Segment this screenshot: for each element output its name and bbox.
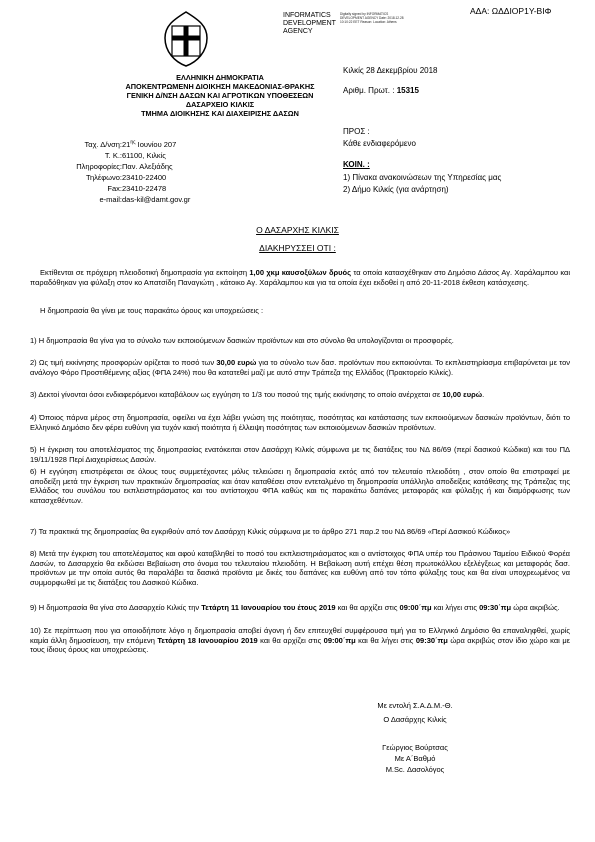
info-value: Παν. Αλεξιάδης [122,162,173,171]
greek-emblem-icon [155,8,217,70]
fax-label: Fax: [107,184,122,193]
protocol-value: 15315 [396,86,419,95]
signature-name: Γεώργιος Βούρτσας [382,743,448,752]
tk-label: Τ. Κ.: [104,151,122,160]
stamp-line: INFORMATICS [283,12,331,19]
terms-intro: Η δημοπρασία θα γίνει με τους παρακάτω όρους και υποχρεώσεις : [40,306,264,315]
cc-label: ΚΟΙΝ. : [343,160,370,169]
tk-value: 61100, Κιλκίς [122,151,166,160]
digital-signature-stamp [283,12,336,36]
term-4: 4) Όποιος πάρνα μέρος στη δημοπρασία, οφείλει να έχει λάβει γνώση της ποιότητας, ποσότητας και κατάστασης των εκποιούμενων δασικών προϊόντων, διότι το Ελληνικό Δημόσιο δεν φέρει ευθύνη για τυχόν κακή ποιότητα ή έλλειψη ποσότητας των εκποιούμενων δασικών προϊόντων. [30,413,570,432]
header-line: ΕΛΛΗΝΙΚΗ ΔΗΜΟΚΡΑΤΙΑ [176,73,264,82]
stamp-line: AGENCY [283,28,313,35]
title-diakiryssei: ΔΙΑΚΗΡΥΣΣΕΙ ΟΤΙ : [259,243,336,253]
to-label: ΠΡΟΣ : [343,127,370,136]
email-label: e-mail: [99,195,122,204]
protocol-number [343,86,419,96]
header-line: ΤΜΗΜΑ ΔΙΟΙΚΗΣΗΣ ΚΑΙ ΔΙΑΧΕΙΡΙΣΗΣ ΔΑΣΩΝ [141,109,299,118]
term-3: 3) Δεκτοί γίνονται όσοι ενδιαφερόμενοι καταβάλουν ως εγγύηση το 1/3 του ποσού της τιμής εκκίνησης το οποίο ανέρχεται σε 10,00 ευρώ. [30,390,485,399]
term-8: 8) Μετά την έγκριση του αποτελέσματος και αφού καταβληθεί το ποσό του εκπλειστηριάσματος και ο αντίστοιχος ΦΠΑ υπέρ του Πράσινου Ταμείου Ειδικού Φορέα Δασών, το Δασαρχείο θα εκδώσει Βεβαίωση στο όνομα του τελευταίου πλειοδότη. Η Βεβαίωση αυτή επέχει θέση πρωτοκόλλου εξελέγξεως και μεταφοράς δασ. προϊόντων με την οποία αυτός θα παραλάβει τα δασικά προϊόντα με δικές του δαπάνες και ευθύνη από τον τόπο φύλαξης τους και θα είναι υποχρεωμένος να συμμορφωθεί με τις διατάξεις του Δασικού Κώδικα. [30,549,570,587]
stamp-details: Digitally signed by INFORMATICS DEVELOPMENT AGENCY Date: 2018.12.28 10:10:22 EET Reason: Location: Athens [340,12,404,24]
email-value: das-kil@damt.gov.gr [122,195,191,204]
cc-item: 1) Πίνακα ανακοινώσεων της Υπηρεσίας μας [343,173,502,182]
term-5: 5) Η έγκριση του αποτελέσματος της δημοπρασίας ενατόκειται στον Δασάρχη Κιλκίς σύμφωνα με τις διατάξεις του ΝΔ 86/69 (περί δασικού Κώδικα) και του ΠΔ 19/11/1928 Περί Διαχειρίσεως Δασών. [30,445,570,464]
ada-code: ΑΔΑ: ΩΔΔΙΟΡ1Υ-ΒΙΦ [470,6,552,16]
header-line: ΓΕΝΙΚΗ Δ/ΝΣΗ ΔΑΣΩΝ ΚΑΙ ΑΓΡΟΤΙΚΩΝ ΥΠΟΘΕΣΕΩΝ [126,91,314,100]
phone-value: 23410-22400 [122,173,167,182]
signature-rank: Με Α΄Βαθμό [394,754,436,763]
term-1: 1) Η δημοπρασία θα γίνα για το σύνολο των εκποιούμενων δασικών προϊόντων και στο σύνολο θα υπολογίζονται οι προσφορές. [30,336,454,345]
intro-paragraph: Εκτίθενται σε πρόχειρη πλειοδοτική δημοπρασία για εκποίηση 1,00 χκμ καυσοξύλων δρυός τα οποία κατασχέθηκαν στο Δημόσιο Δάσος Αγ. Χαράλαμπου και παραδόθηκαν για φύλαξη στον κο Απατσίδη Παναγιώτη , κάτοικο Αγ. Χαράλαμπου και για τα οποία έχει εκδοθεί η από 20-11-2018 έκθεση κατάσχεσης. [30,268,571,287]
term-9: 9) Η δημοπρασία θα γίνα στο Δασαρχείο Κιλκίς την Τετάρτη 11 Ιανουαρίου του έτους 2019 και θα αρχίζει στις 09:00΄πμ και λήγει στις 09:30΄πμ ώρα ακριβώς. [30,603,560,612]
title-dasarchis: Ο ΔΑΣΑΡΧΗΣ ΚΙΛΚΙΣ [256,225,339,235]
fax-value: 23410-22478 [122,184,167,193]
stamp-line: DEVELOPMENT [283,20,336,27]
term-10: 10) Σε περίπτωση που για οποιοδήποτε λόγο η δημοπρασία αποβεί άγονη ή δεν επιτευχθεί συμφέρουσα τιμή για το Ελληνικό Δημόσιο θα επαναληφθεί, χωρίς καμία άλλη δημοσίευση, την επόμενη Τετάρτη 18 Ιανουαρίου 2019 και θα αρχίζει στις 09:00΄πμ και θα λήγει στις 09:30΄πμ ώρα ακριβώς στον ίδιο χώρο και με τους ίδιους όρους και υποχρεώσεις. [30,626,570,655]
protocol-label: Αριθμ. Πρωτ. : [343,86,395,95]
term-6: 6) Η εγγύηση επιστρέφεται σε όλους τους συμμετέχοντες μόλις τελειώσει η δημοπρασία εκτός από τον τελευταίο πλειοδότη , στον οποίο θα επιστραφεί με αποδείξη μετά την έγκριση των πρακτικών δημοπρασίας και όταν καταθέσει στον εντεταλμένο τη δημοπρασία υπάλληλο αποδείξεις κατάθεσης της Τράπεζας της Ελλάδος του συνόλου του εκπλειστηράσματος και του αντίστοιχου ΦΠΑ καθώς και τις παρακάτω δαπάνες μεταφοράς και φύλαξης ή και διαμόρφωσης των κατασχεθέντων. [30,467,570,505]
address-label: Ταχ. Δ/νση: [84,140,122,149]
signature-line: Ο Δασάρχης Κιλκίς [383,715,447,724]
address-value: $21^{\eta\varsigma}$ Ιουνίου 207 [122,139,177,149]
term-7: 7) Τα πρακτικά της δημοπρασίας θα εγκριθούν από τον Δασάρχη Κιλκίς σύμφωνα με το άρθρο 271 παρ.2 του ΝΔ 86/69 «Περί Δασικού Κώδικος» [30,527,511,536]
phone-label: Τηλέφωνο: [85,173,122,182]
date-line: Κιλκίς 28 Δεκεμβρίου 2018 [343,66,438,75]
info-label: Πληροφορίες: [76,162,122,171]
header-line: ΑΠΟΚΕΝΤΡΩΜΕΝΗ ΔΙΟΙΚΗΣΗ ΜΑΚΕΔΟΝΙΑΣ-ΘΡΑΚΗΣ [125,82,315,91]
term-2: 2) Ως τιμή εκκίνησης προσφορών ορίζεται το ποσό των 30,00 ευρώ για το σύνολο των δασ. προϊόντων που εκποιούνται. Το εκπλειστηρίασμα επιβαρύνεται με τον ανάλογο Φόρο Προστιθέμενης αξίας (ΦΠΑ 24%) που θα κατατεθεί μαζί με αυτό στην Τράπεζα της Ελλάδος (Πρακτορείο Κιλκίς). [30,358,570,377]
to-value: Κάθε ενδιαφερόμενο [343,139,416,148]
header-line: ΔΑΣΑΡΧΕΙΟ ΚΙΛΚΙΣ [185,100,255,109]
cc-item: 2) Δήμο Κιλκίς (για ανάρτηση) [343,185,449,194]
signature-title: M.Sc. Δασολόγος [385,765,445,774]
signature-line: Με εντολή Σ.Α.Δ.Μ.-Θ. [377,701,453,710]
